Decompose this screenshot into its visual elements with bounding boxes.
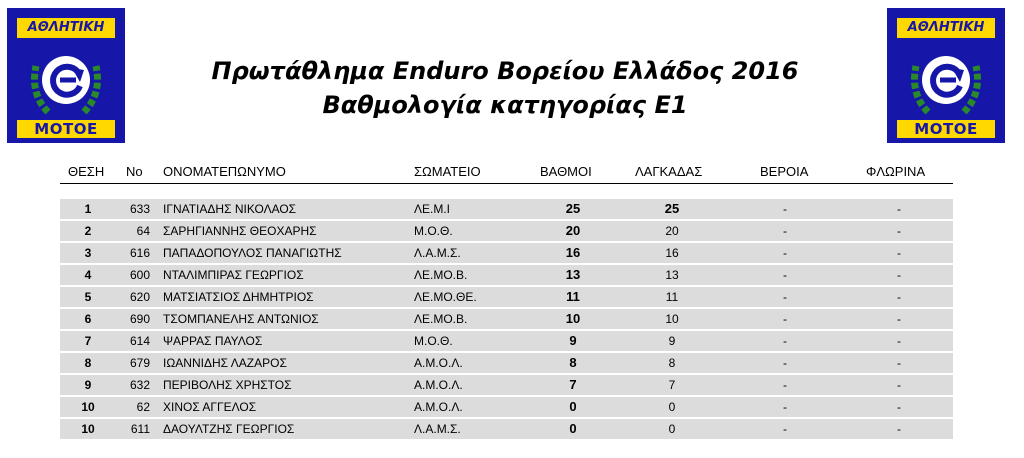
table-row — [60, 221, 953, 241]
header-no: Νο — [126, 164, 143, 179]
cell-veroia: - — [783, 268, 787, 282]
header-pos: ΘΕΣΗ — [68, 164, 105, 179]
cell-no: 633 — [129, 202, 150, 216]
table-row — [60, 331, 953, 351]
cell-florina: - — [897, 290, 901, 304]
cell-points: 7 — [569, 377, 577, 392]
cell-lagkadas: 0 — [668, 400, 676, 414]
header-points: ΒΑΘΜΟΙ — [540, 164, 592, 179]
cell-points: 11 — [566, 289, 580, 304]
cell-name: ΨΑΡΡΑΣ ΠΑΥΛΟΣ — [163, 334, 263, 348]
cell-veroia: - — [783, 400, 787, 414]
cell-pos: 5 — [84, 290, 92, 304]
cell-lagkadas: 11 — [665, 290, 679, 304]
wreath-arrow-icon — [26, 42, 106, 118]
table-header — [60, 164, 953, 184]
cell-veroia: - — [783, 224, 787, 238]
cell-no: 600 — [129, 268, 150, 282]
cell-pos: 3 — [84, 246, 92, 260]
cell-name: ΙΩΑΝΝΙΔΗΣ ΛΑΖΑΡΟΣ — [163, 356, 287, 370]
cell-veroia: - — [783, 312, 787, 326]
cell-florina: - — [897, 378, 901, 392]
cell-points: 0 — [569, 421, 577, 436]
cell-no: 679 — [129, 356, 150, 370]
cell-name: ΠΑΠΑΔΟΠΟΥΛΟΣ ΠΑΝΑΓΙΩΤΗΣ — [163, 246, 342, 260]
logo-bottom-text: ΜΟΤΟΕ — [17, 120, 115, 138]
cell-lagkadas: 0 — [668, 422, 676, 436]
table-row — [60, 199, 953, 219]
cell-name: ΣΑΡΗΓΙΑΝΝΗΣ ΘΕΟΧΑΡΗΣ — [163, 224, 317, 238]
cell-no: 616 — [129, 246, 150, 260]
page-subtitle: Βαθμολογία κατηγορίας Ε1 — [322, 91, 688, 119]
cell-club: ΛΕ.ΜΟ.Β. — [414, 268, 468, 282]
cell-pos: 10 — [81, 422, 95, 436]
cell-points: 9 — [569, 333, 577, 348]
page-title: Πρωτάθλημα Enduro Βορείου Ελλάδος 2016 — [211, 57, 799, 85]
cell-club: ΛΕ.ΜΟ.Β. — [414, 312, 468, 326]
cell-florina: - — [897, 312, 901, 326]
cell-name: ΠΕΡΙΒΟΛΗΣ ΧΡΗΣΤΟΣ — [163, 378, 292, 392]
table-row — [60, 243, 953, 263]
header-veroia: ΒΕΡΟΙΑ — [760, 164, 809, 179]
table-row — [60, 309, 953, 329]
standings-table — [60, 199, 953, 441]
cell-veroia: - — [783, 246, 787, 260]
header-club: ΣΩΜΑΤΕΙΟ — [414, 164, 481, 179]
cell-pos: 4 — [84, 268, 92, 282]
cell-club: Μ.Ο.Θ. — [414, 334, 453, 348]
cell-veroia: - — [783, 378, 787, 392]
cell-lagkadas: 25 — [664, 201, 680, 216]
cell-no: 64 — [136, 224, 150, 238]
cell-veroia: - — [783, 422, 787, 436]
cell-points: 0 — [569, 399, 577, 414]
cell-pos: 6 — [84, 312, 92, 326]
cell-florina: - — [897, 334, 901, 348]
cell-lagkadas: 10 — [665, 312, 679, 326]
header-name: ΟΝΟΜΑΤΕΠΩΝΥΜΟ — [163, 164, 286, 179]
table-row — [60, 375, 953, 395]
cell-points: 16 — [565, 245, 581, 260]
logo-left — [7, 8, 125, 143]
table-row — [60, 419, 953, 439]
cell-veroia: - — [783, 290, 787, 304]
cell-points: 20 — [565, 223, 581, 238]
cell-club: ΛΕ.Μ.Ι — [414, 202, 451, 216]
cell-no: 620 — [129, 290, 150, 304]
cell-florina: - — [897, 422, 901, 436]
cell-lagkadas: 9 — [668, 334, 676, 348]
cell-points: 25 — [565, 201, 581, 216]
cell-lagkadas: 8 — [668, 356, 676, 370]
logo-top-text: ΑΘΛΗΤΙΚΗ — [897, 18, 995, 38]
cell-florina: - — [897, 268, 901, 282]
cell-name: ΔΑΟΥΛΤΖΗΣ ΓΕΩΡΓΙΟΣ — [163, 422, 295, 436]
table-row — [60, 353, 953, 373]
cell-no: 614 — [129, 334, 150, 348]
cell-no: 690 — [129, 312, 150, 326]
header-divider — [60, 183, 953, 184]
cell-name: ΜΑΤΣΙΑΤΣΙΟΣ ΔΗΜΗΤΡΙΟΣ — [163, 290, 314, 304]
cell-florina: - — [897, 400, 901, 414]
cell-club: Λ.Α.Μ.Σ. — [414, 246, 461, 260]
cell-name: ΝΤΑΛΙΜΠΙΡΑΣ ΓΕΩΡΓΙΟΣ — [163, 268, 304, 282]
logo-bottom-text: ΜΟΤΟΕ — [897, 120, 995, 138]
header-florina: ΦΛΩΡΙΝΑ — [866, 164, 926, 179]
cell-no: 611 — [130, 422, 150, 436]
cell-pos: 9 — [84, 378, 92, 392]
cell-florina: - — [897, 202, 901, 216]
cell-veroia: - — [783, 202, 787, 216]
cell-pos: 8 — [84, 356, 92, 370]
cell-no: 62 — [136, 400, 150, 414]
cell-name: ΧΙΝΟΣ ΑΓΓΕΛΟΣ — [163, 400, 257, 414]
cell-points: 8 — [569, 355, 577, 370]
table-row — [60, 287, 953, 307]
cell-lagkadas: 13 — [665, 268, 679, 282]
cell-club: Λ.Α.Μ.Σ. — [414, 422, 461, 436]
logo-right — [887, 8, 1005, 143]
cell-points: 10 — [565, 311, 581, 326]
logo-top-text: ΑΘΛΗΤΙΚΗ — [17, 18, 115, 38]
cell-club: ΛΕ.ΜΟ.ΘΕ. — [414, 290, 477, 304]
cell-veroia: - — [783, 334, 787, 348]
cell-pos: 7 — [84, 334, 92, 348]
title-block — [130, 55, 880, 123]
cell-club: Α.Μ.Ο.Λ. — [414, 356, 463, 370]
table-row — [60, 397, 953, 417]
cell-lagkadas: 7 — [668, 378, 676, 392]
cell-pos: 2 — [84, 224, 92, 238]
wreath-arrow-icon — [906, 42, 986, 118]
cell-lagkadas: 16 — [665, 246, 679, 260]
table-row — [60, 265, 953, 285]
cell-florina: - — [897, 246, 901, 260]
cell-club: Μ.Ο.Θ. — [414, 224, 453, 238]
cell-florina: - — [897, 356, 901, 370]
cell-pos: 1 — [84, 202, 92, 216]
cell-veroia: - — [783, 356, 787, 370]
cell-club: Α.Μ.Ο.Λ. — [414, 378, 463, 392]
cell-name: ΙΓΝΑΤΙΑΔΗΣ ΝΙΚΟΛΑΟΣ — [163, 202, 297, 216]
cell-points: 13 — [565, 267, 581, 282]
header-lagkadas: ΛΑΓΚΑΔΑΣ — [635, 164, 703, 179]
cell-name: ΤΣΟΜΠΑΝΕΛΗΣ ΑΝΤΩΝΙΟΣ — [163, 312, 319, 326]
cell-lagkadas: 20 — [665, 224, 679, 238]
cell-club: Α.Μ.Ο.Λ. — [414, 400, 463, 414]
cell-florina: - — [897, 224, 901, 238]
cell-pos: 10 — [81, 400, 95, 414]
cell-no: 632 — [129, 378, 150, 392]
